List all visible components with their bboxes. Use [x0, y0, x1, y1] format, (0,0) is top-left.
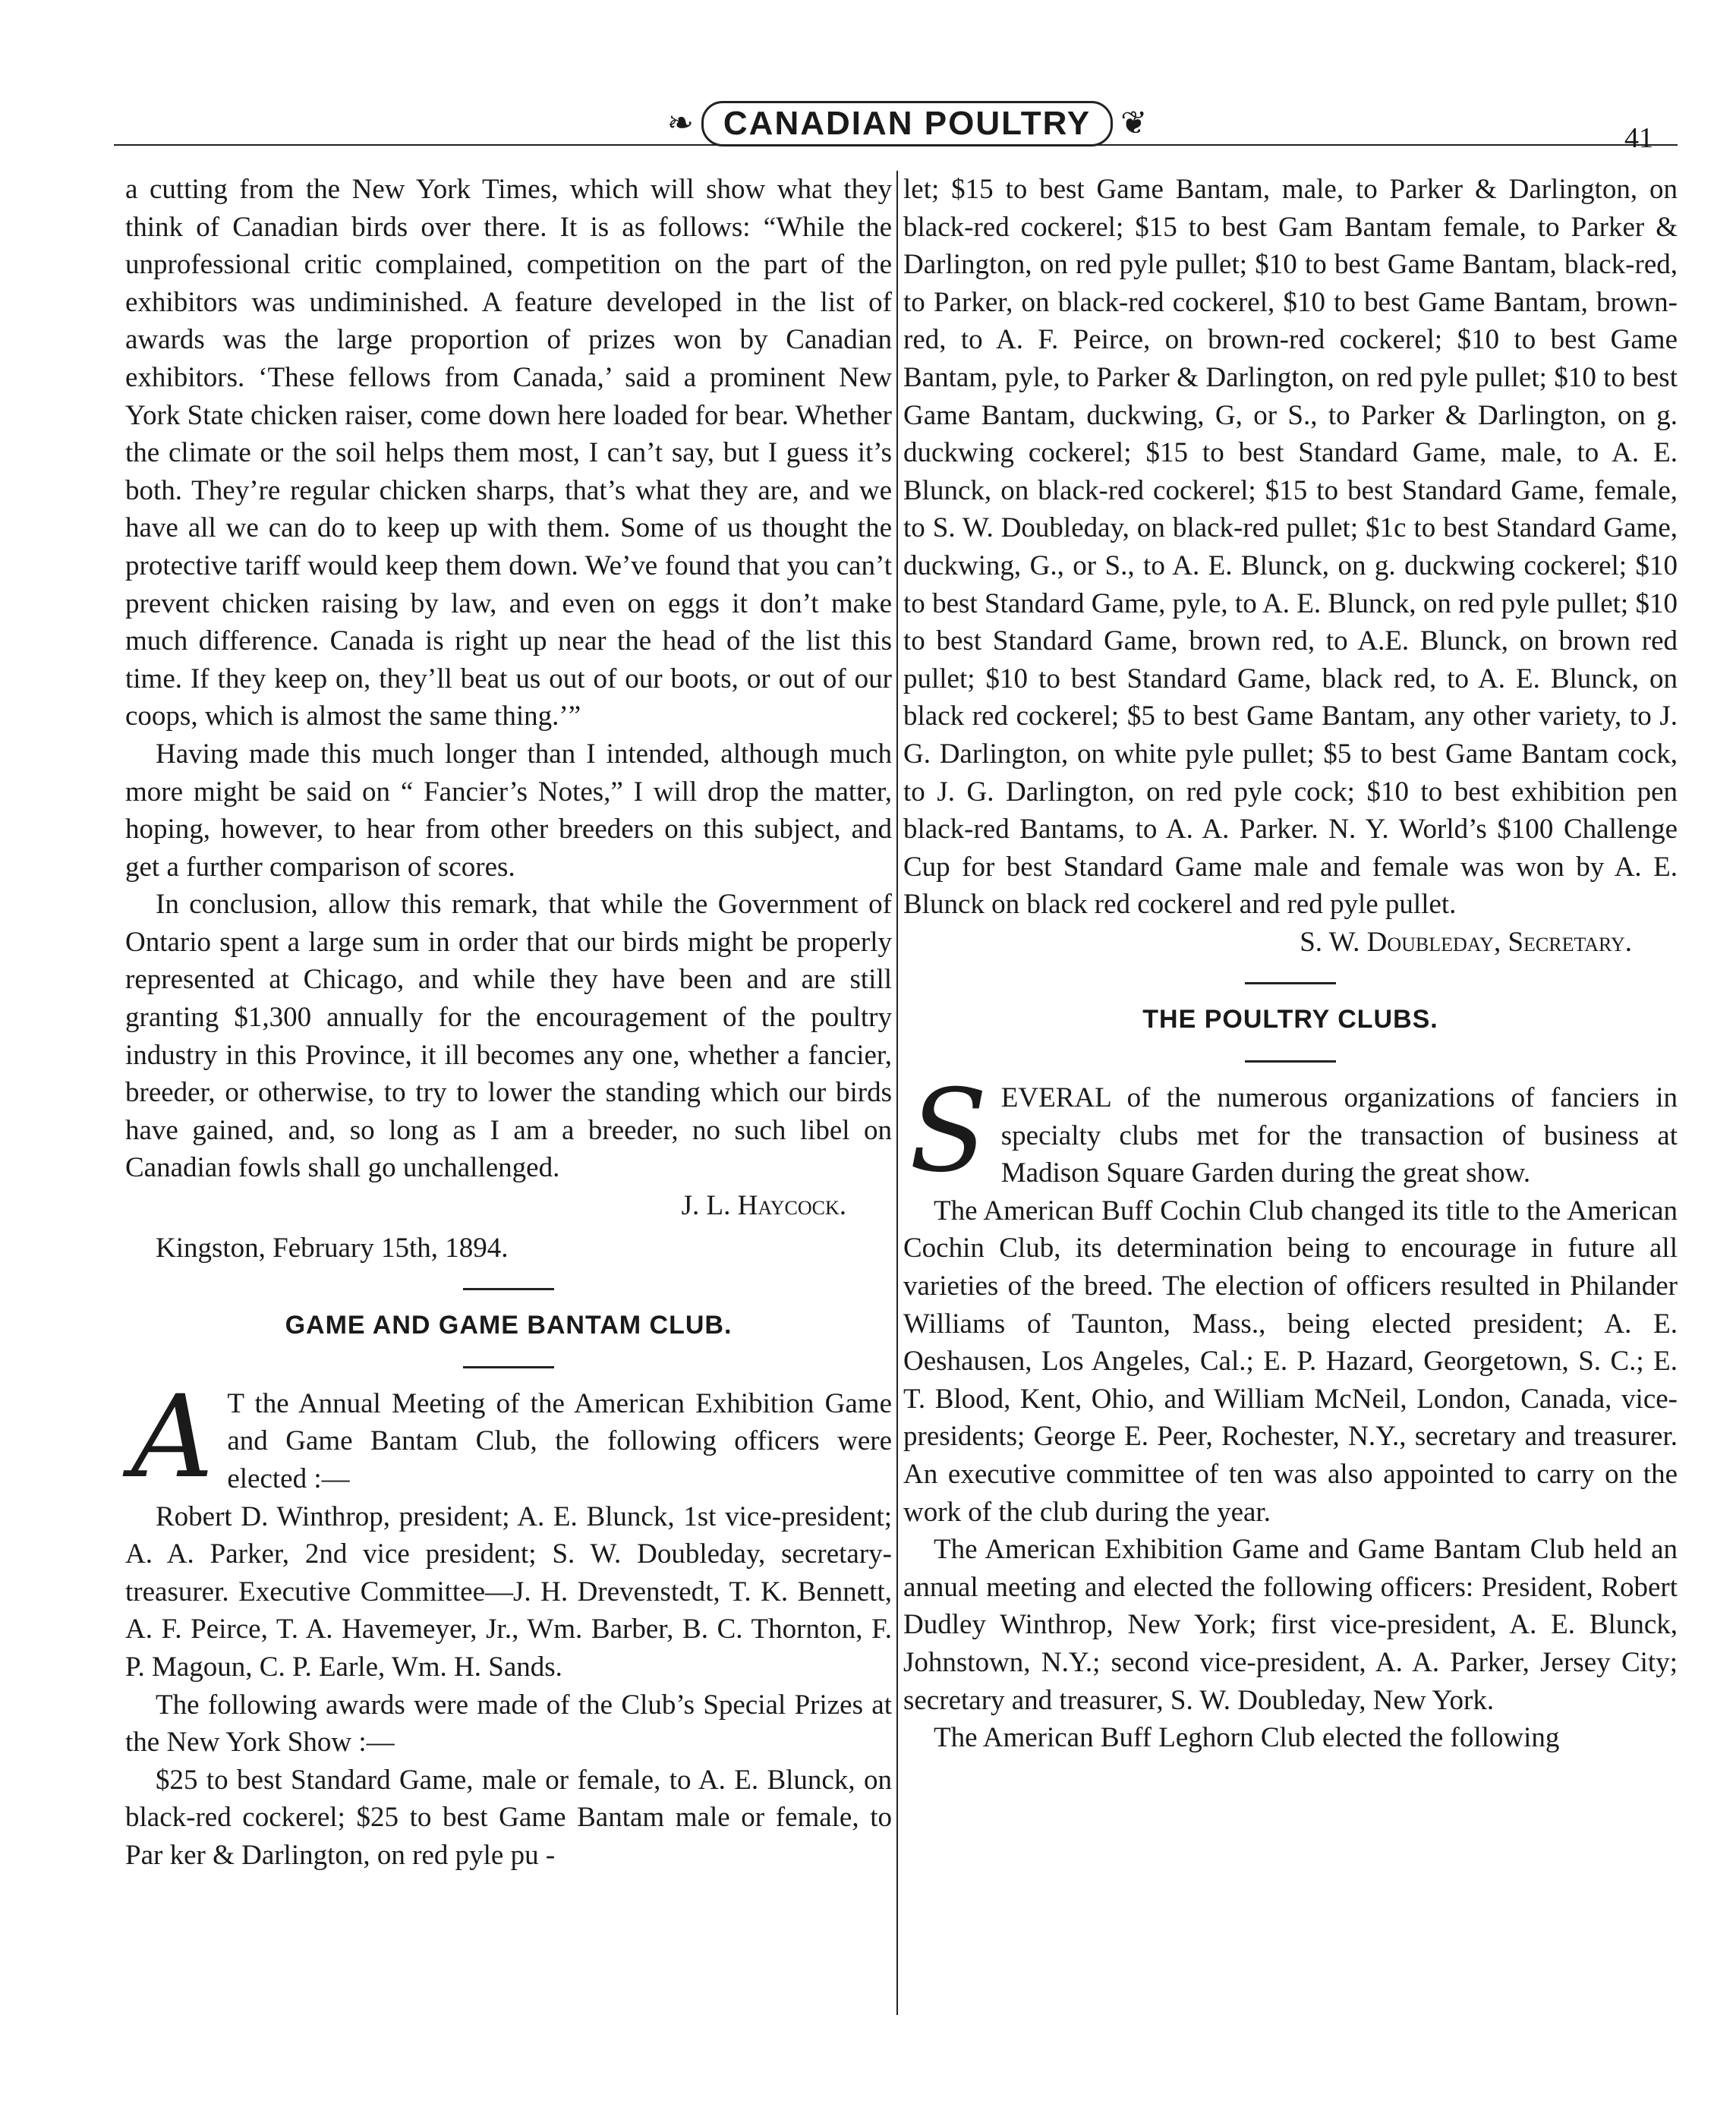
paragraph-text: T the Annual Meeting of the American Exhibition Game and Game Bantam Club, the following officers were elected :—: [227, 1387, 892, 1494]
masthead: [607, 97, 1207, 150]
scroll-ornament-icon: ❦: [1120, 106, 1148, 141]
masthead-title: CANADIAN POULTRY: [701, 101, 1113, 146]
masthead-rule: [114, 144, 1678, 146]
section-rule: [463, 1366, 554, 1368]
paragraph: a cutting from the New York Times, which will show what they think of Canadian birds over there. It is as follows: “While the unprofessional critic complained, competition on the part of the exhibitors was undiminished. A feature developed in the list of awards was the large proportion of prizes won by Canadian exhibitors. ‘These fellows from Canada,’ said a prominent New York State chicken raiser, come down here loaded for bear. Whether the climate or the soil helps them most, I can’t say, but I guess it’s both. They’re regular chicken sharps, that’s what they are, and we have all we can do to keep up with them. Some of us thought the protective tariff would keep them down. We’ve found that you can’t prevent chicken raising by law, and even on eggs it don’t make much difference. Canada is right up near the head of the list this time. If they keep on, they’ll beat us out of our boots, or out of our coops, which is almost the same thing.’”: [125, 174, 892, 732]
section-heading: THE POULTRY CLUBS.: [1142, 1005, 1438, 1034]
signature: J. L. Haycock.: [681, 1190, 846, 1222]
paragraph: In conclusion, allow this remark, that while the Government of Ontario spent a large sum in order that our birds might be properly represented at Chicago, and while they have been and are still granting $1,300 annually for the encouragement of the poultry industry in this Province, it ill becomes any one, whether a fancier, breeder, or otherwise, to try to lower the standing which our birds have gained, and, so long as I am a breeder, no such libel on Canadian fowls shall go unchallenged.: [125, 889, 892, 1184]
drop-cap: S: [909, 1066, 988, 1198]
paragraph: The American Buff Leghorn Club elected the following: [934, 1722, 1560, 1754]
dateline: Kingston, February 15th, 1894.: [156, 1232, 509, 1264]
paragraph: The American Buff Cochin Club changed its title to the American Cochin Club, its determination being to encourage in future all varieties of the breed. The election of officers resulted in Philander Williams of Taunton, Mass., being elected president; A. E. Oeshausen, Los Angeles, Cal.; E. P. Hazard, Georgetown, S. C.; E. T. Blood, Kent, Ohio, and William McNeil, London, Canada, vice-presidents; George E. Peer, Rochester, N.Y., secretary and treasurer. An executive committee of ten was also appointed to carry on the work of the club during the year.: [903, 1195, 1678, 1528]
page-number: 41: [1624, 122, 1653, 154]
left-column: [125, 171, 892, 1875]
paragraph: The American Exhibition Game and Game Bantam Club held an annual meeting and elected the following officers: President, Robert Dudley Winthrop, New York; first vice-president, A. E. Blunck, Johnstown, N.Y.; second vice-president, A. A. Parker, Jersey City; secretary and treasurer, S. W. Doubleday, New York.: [903, 1534, 1678, 1716]
paragraph: [903, 1066, 1678, 1198]
section-rule: [1245, 1060, 1336, 1063]
signature: S. W. Doubleday, Secretary.: [1300, 926, 1632, 958]
paragraph: The following awards were made of the Club’s Special Prizes at the New York Show :—: [125, 1689, 892, 1759]
paragraph: $25 to best Standard Game, male or female, to A. E. Blunck, on black-red cockerel; $25 to best Game Bantam male or female, to Par ker & Darlington, on red pyle pu -: [125, 1764, 892, 1871]
column-divider: [896, 171, 898, 2015]
paragraph: let; $15 to best Game Bantam, male, to Parker & Darlington, on black-red cockerel; $15 to best Gam Bantam female, to Parker & Darlington, on red pyle pullet; $10 to best Game Bantam, black-red, to Parker, on black-red cockerel, $10 to best Game Bantam, brown-red, to A. F. Peirce, on brown-red cockerel; $10 to best Game Bantam, pyle, to Parker & Darlington, on red pyle pullet; $10 to best Game Bantam, duckwing, G, or S., to Parker & Darlington, on g. duckwing cockerel; $15 to best Standard Game, male, to A. E. Blunck, on black-red cockerel; $15 to best Standard Game, female, to S. W. Doubleday, on black-red pullet; $1c to best Standard Game, duckwing, G., or S., to A. E. Blunck, on g. duckwing cockerel; $10 to best Standard Game, pyle, to A. E. Blunck, on red pyle pullet; $10 to best Standard Game, brown red, to A.E. Blunck, on brown red pullet; $10 to best Standard Game, black red, to A. E. Blunck, on black red cockerel; $5 to best Game Bantam, any other variety, to J. G. Darlington, on white pyle pullet; $5 to best Game Bantam cock, to J. G. Darlington, on red pyle cock; $10 to best exhibition pen black-red Bantams, to A. A. Parker. N. Y. World’s $100 Challenge Cup for best Standard Game male and female was won by A. E. Blunck on black red cockerel and red pyle pullet.: [903, 174, 1678, 921]
section-rule: [1245, 982, 1336, 984]
drop-cap: A: [131, 1371, 214, 1504]
section-rule: [463, 1288, 554, 1290]
paragraph-text: EVERAL of the numerous organizations of fanciers in specialty clubs met for the transaction of business at Madison Square Garden during the great show.: [1000, 1082, 1678, 1189]
section-heading: GAME AND GAME BANTAM CLUB.: [285, 1311, 733, 1340]
right-column: [903, 171, 1678, 1757]
paragraph: Having made this much longer than I intended, although much more might be said on “ Fancier’s Notes,” I will drop the matter, hoping, however, to hear from other breeders on this subject, and get a further comparison of scores.: [125, 738, 892, 883]
paragraph: Robert D. Winthrop, president; A. E. Blunck, 1st vice-president; A. A. Parker, 2nd vice president; S. W. Doubleday, secretary-treasurer. Executive Committee—J. H. Drevenstedt, T. K. Bennett, A. F. Peirce, T. A. Havemeyer, Jr., Wm. Barber, B. C. Thornton, F. P. Magoun, C. P. Earle, Wm. H. Sands.: [125, 1500, 892, 1683]
paragraph: [125, 1371, 892, 1504]
scroll-ornament-icon: ❧: [666, 106, 694, 141]
